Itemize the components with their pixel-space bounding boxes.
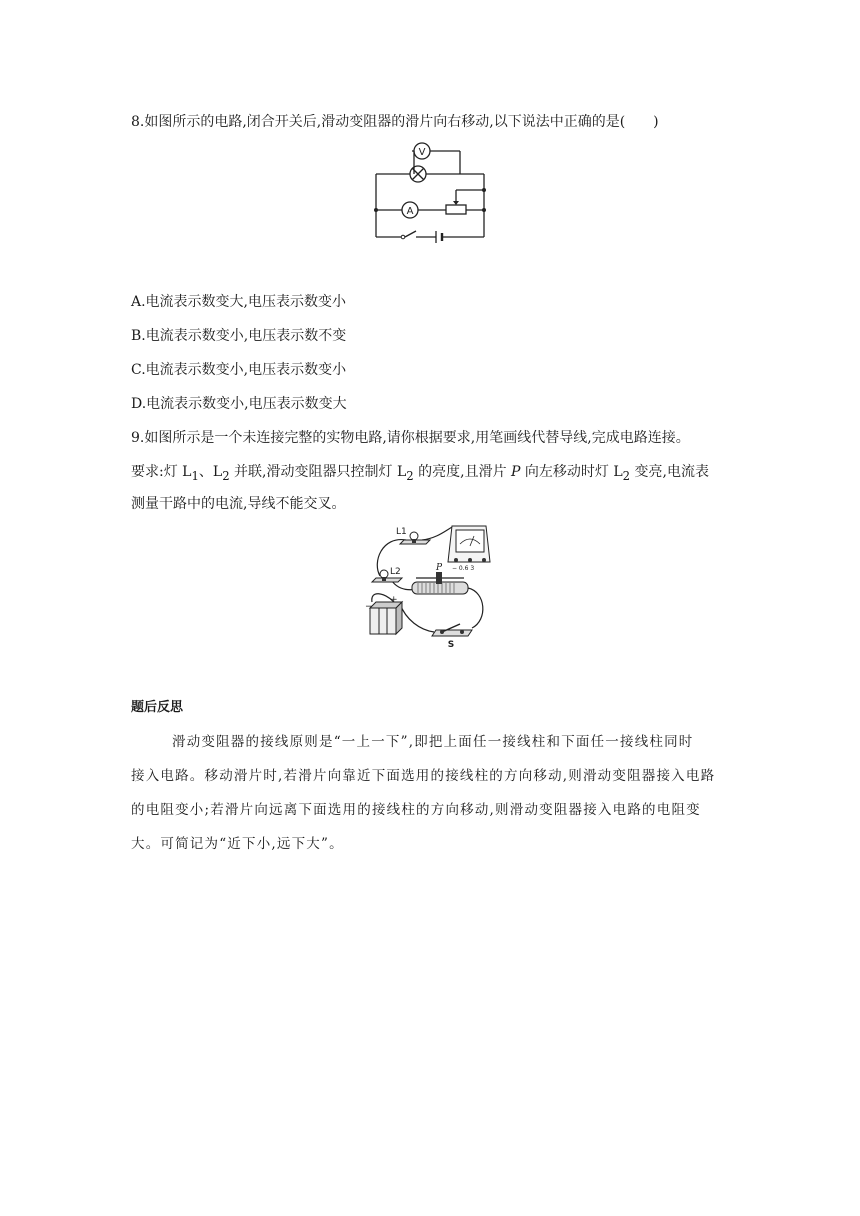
rheostat <box>412 572 468 594</box>
question-9-stem: 9.如图所示是一个未连接完整的实物电路,请你根据要求,用笔画线代替导线,完成电路连接。 <box>131 430 690 446</box>
switch-device <box>432 624 472 636</box>
voltmeter-label: V <box>418 147 426 158</box>
q8-circuit-diagram <box>372 141 492 241</box>
reflection-line-4: 大。可简记为“近下小,远下大”。 <box>131 836 344 852</box>
battery-positive-label: + <box>390 595 398 605</box>
q8-option-a: A.电流表示数变大,电压表示数变小 <box>131 294 347 310</box>
reflection-heading: 题后反思 <box>131 700 184 715</box>
q8-option-c: C.电流表示数变小,电压表示数变小 <box>131 362 347 378</box>
battery-negative-label: − <box>365 602 373 612</box>
ammeter-device <box>448 526 490 562</box>
lamp-l1-label: L1 <box>396 527 407 537</box>
reflection-line-1: 滑动变阻器的接线原则是“一上一下”,即把上面任一接线柱和下面任一接线柱同时 <box>172 734 694 750</box>
question-9-requirement-line2: 测量干路中的电流,导线不能交叉。 <box>131 496 346 512</box>
question-9-requirement-line1: 要求:灯 $L_1$、$L_2$ 并联,滑动变阻器只控制灯 $L_2$ 的亮度,且滑片 P 向左移动时灯 $L_2$ 变亮,电流表 <box>131 464 709 483</box>
switch-s-label: S <box>447 640 455 650</box>
reflection-line-3: 的电阻变小;若滑片向远离下面选用的接线柱的方向移动,则滑动变阻器接入电路的电阻变 <box>131 802 701 818</box>
slider-p-label: P <box>436 563 443 573</box>
q8-option-d: D.电流表示数变小,电压表示数变大 <box>131 396 347 412</box>
meter-scale-label: − 0.6 3 <box>452 565 475 572</box>
ammeter-label: A <box>406 206 414 217</box>
q9-physical-circuit-diagram <box>360 522 496 650</box>
question-8-stem: 8.如图所示的电路,闭合开关后,滑动变阻器的滑片向右移动,以下说法中正确的是( ) <box>131 114 659 130</box>
q8-option-b: B.电流表示数变小,电压表示数不变 <box>131 328 347 344</box>
reflection-line-2: 接入电路。移动滑片时,若滑片向靠近下面选用的接线柱的方向移动,则滑动变阻器接入电路 <box>131 768 716 784</box>
battery <box>370 602 402 634</box>
lamp-l2-label: L2 <box>390 567 401 577</box>
